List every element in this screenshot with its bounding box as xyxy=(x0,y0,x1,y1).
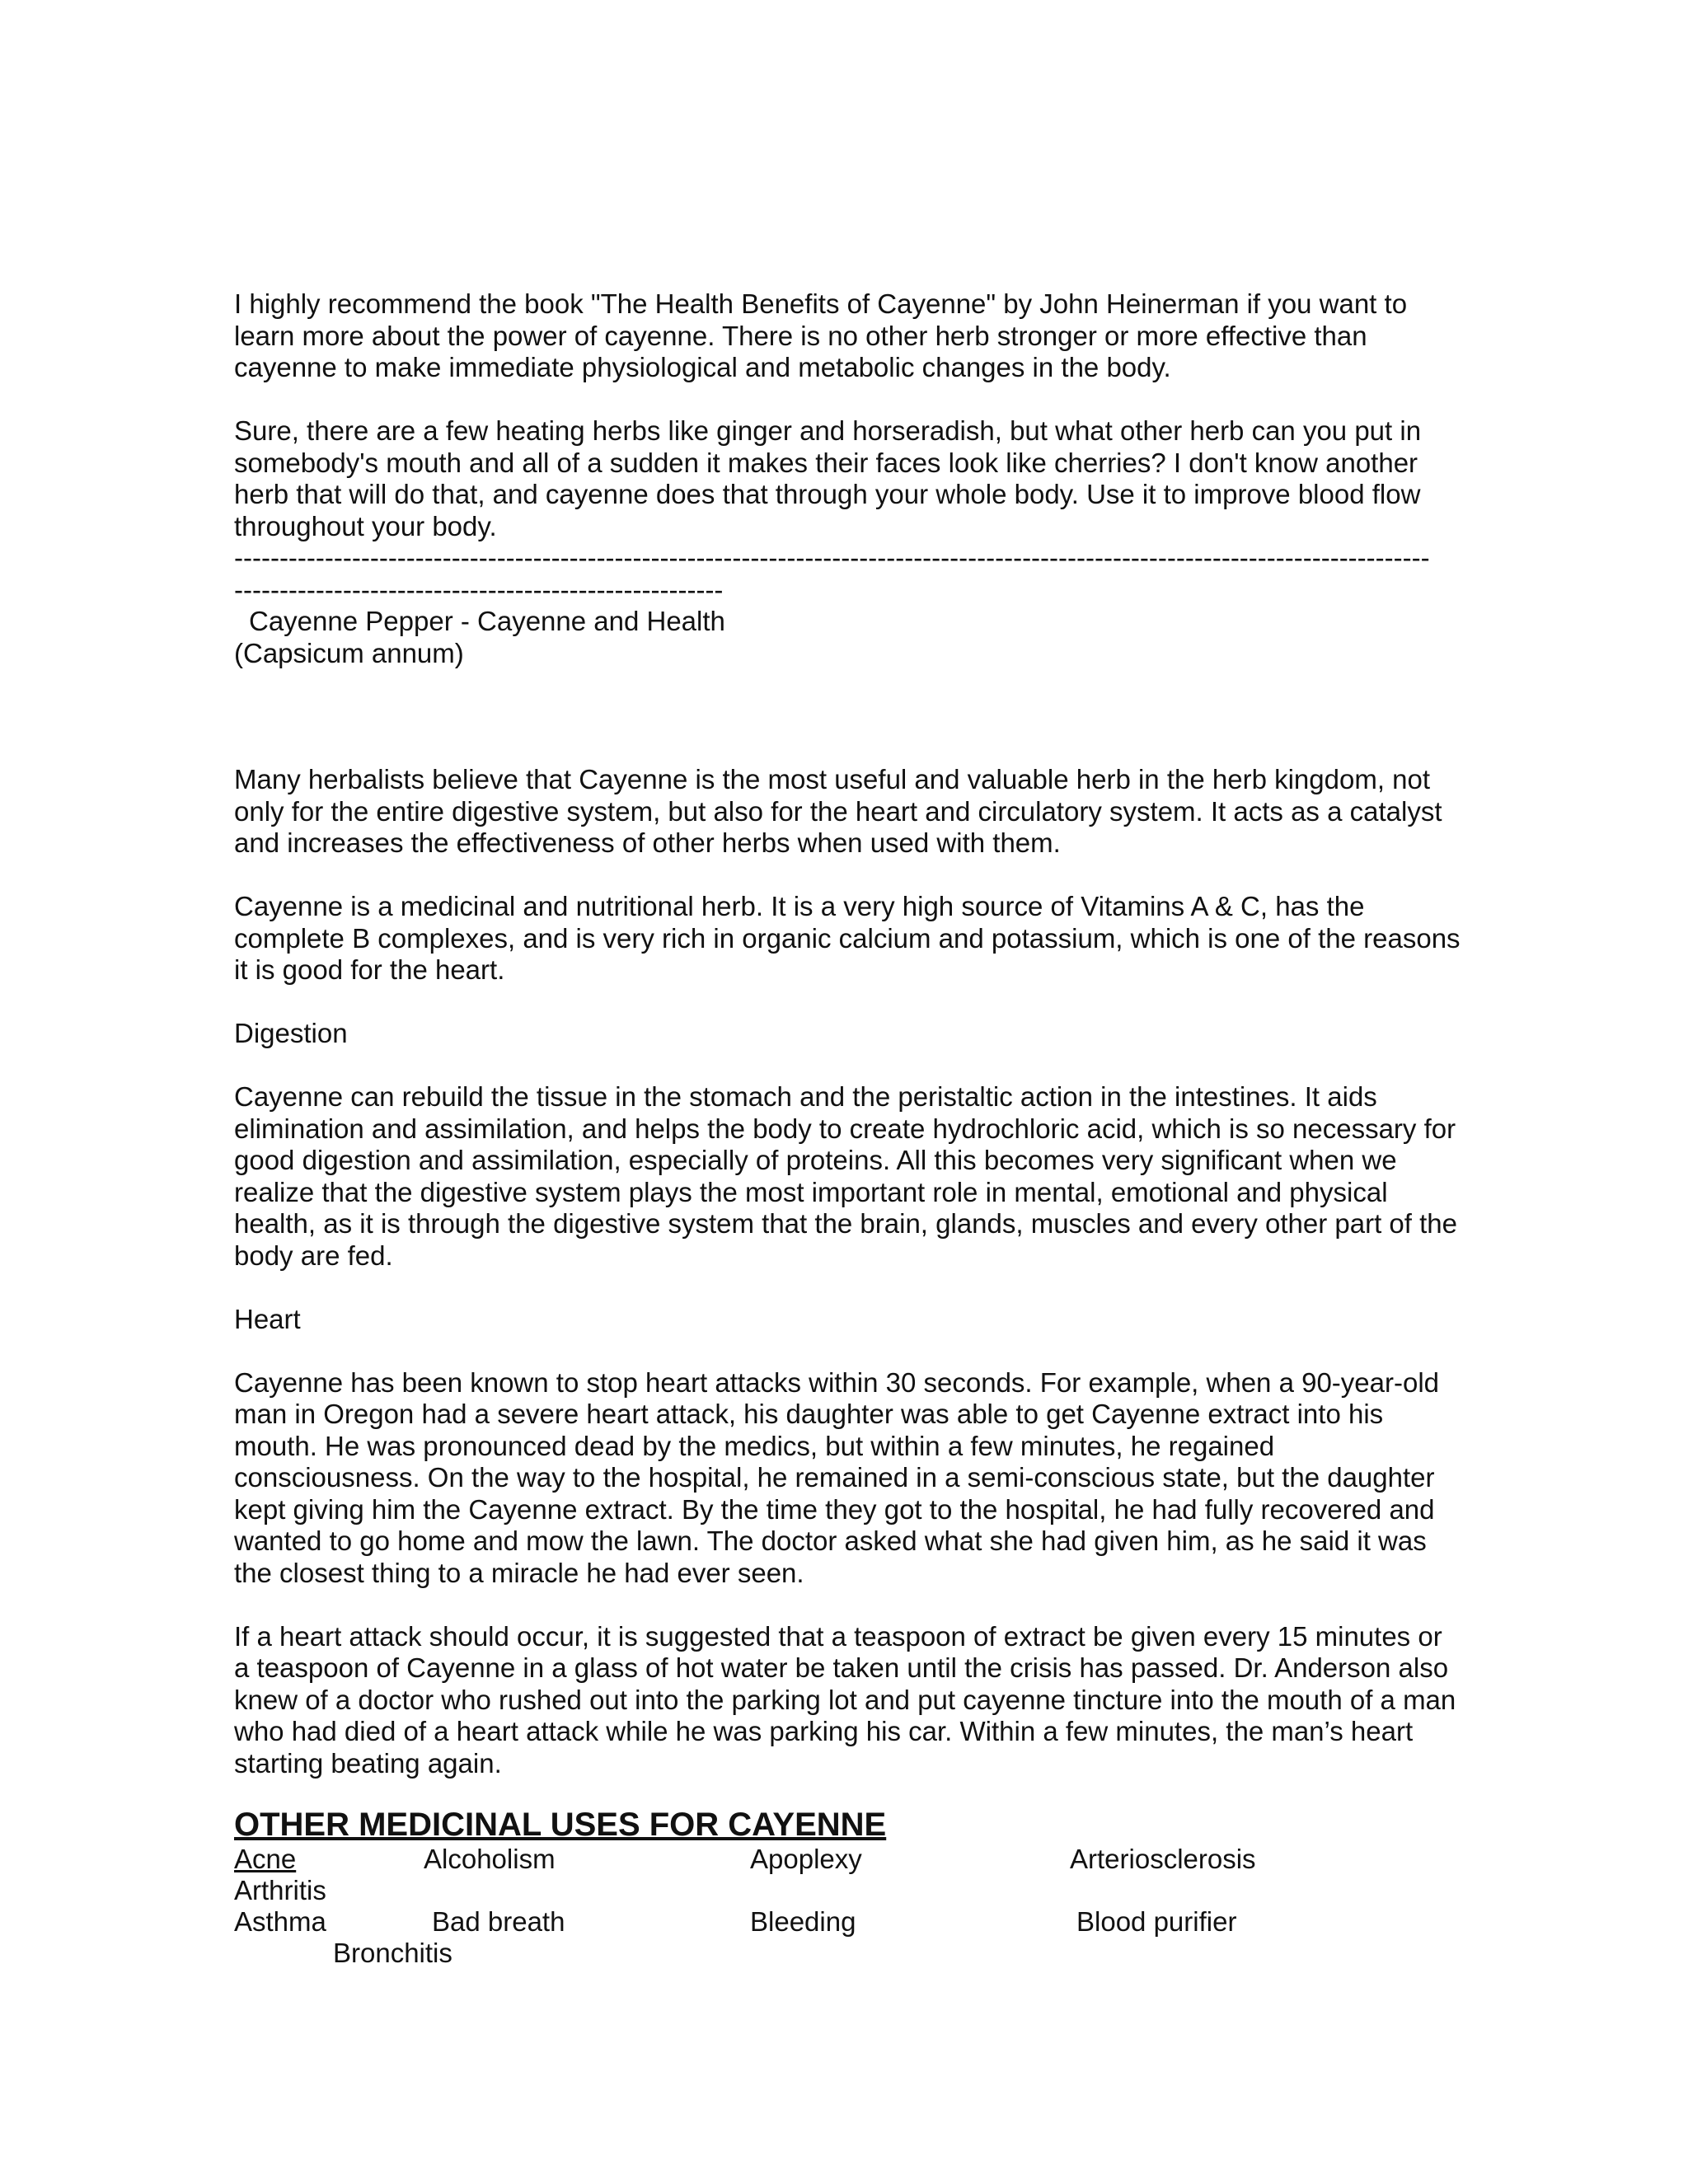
heart-heading: Heart xyxy=(234,1303,301,1334)
intro-paragraph-2: Sure, there are a few heating herbs like ginger and horseradish, but what other herb can you put in somebody's mouth and all of a sudden it makes their faces look like cherries? I don't know another herb that will do that, and cayenne does that through your whole body. Use it to improve blood flow throughout your body. xyxy=(234,415,1422,541)
use-item-arteriosclerosis: Arteriosclerosis xyxy=(1070,1844,1256,1874)
use-item-apoplexy: Apoplexy xyxy=(750,1844,862,1874)
intro-paragraph-1: I highly recommend the book "The Health Benefits of Cayenne" by John Heinerman if you want to learn more about the power of cayenne. There is no other herb stronger or more effective than cayenne to make immediate physiological and metabolic changes in the body. xyxy=(234,288,1408,382)
document-body xyxy=(234,288,1462,1992)
use-item-bad-breath: Bad breath xyxy=(432,1906,565,1937)
separator-long: ------------------------------------------------------------------------------------------------------------------------------------ xyxy=(234,542,1430,573)
digestion-paragraph: Cayenne can rebuild the tissue in the stomach and the peristaltic action in the intestines. It aids elimination and assimilation, and helps the body to create hydrochloric acid, which is so necessary for good digestion and assimilation, especially of proteins. All this becomes very significant when we realize that the digestive system plays the most important role in mental, emotional and physical health, as it is through the digestive system that the brain, glands, muscles and every other part of the body are fed. xyxy=(234,1081,1457,1271)
heart-paragraph-1: Cayenne has been known to stop heart attacks within 30 seconds. For example, when a 90-year-old man in Oregon had a severe heart attack, his daughter was able to get Cayenne extract into his mouth. He was pronounced dead by the medics, but within a few minutes, he regained consciousness. On the way to the hospital, he remained in a semi-conscious state, but the daughter kept giving him the Cayenne extract. By the time they got to the hospital, he had fully recovered and wanted to go home and mow the lawn. The doctor asked what she had given him, as he said it was the closest thing to a miracle he had ever seen. xyxy=(234,1366,1440,1588)
main-paragraph-1: Many herbalists believe that Cayenne is the most useful and valuable herb in the herb kingdom, not only for the entire digestive system, but also for the heart and circulatory system. It acts as a catalyst and increases the effectiveness of other herbs when used with them. xyxy=(234,764,1442,858)
digestion-heading: Digestion xyxy=(234,1018,348,1048)
heart-paragraph-2: If a heart attack should occur, it is suggested that a teaspoon of extract be given every 15 minutes or a teaspoon of Cayenne in a glass of hot water be taken until the crisis has passed. Dr. Anderson also knew of a doctor who rushed out into the parking lot and put cayenne tincture into the mouth of a man who had died of a heart attack while he was parking his car. Within a few minutes, the man’s heart starting beating again. xyxy=(234,1620,1456,1779)
article-subtitle: (Capsicum annum) xyxy=(234,637,464,668)
use-item-asthma: Asthma xyxy=(234,1906,326,1937)
uses-list xyxy=(234,1844,1462,1992)
use-item-bronchitis: Bronchitis xyxy=(333,1938,452,1968)
use-item-acne[interactable]: Acne xyxy=(234,1844,297,1874)
use-item-alcoholism: Alcoholism xyxy=(424,1844,556,1874)
article-title: Cayenne Pepper - Cayenne and Health xyxy=(249,606,725,636)
uses-heading: OTHER MEDICINAL USES FOR CAYENNE xyxy=(234,1807,887,1843)
use-item-bleeding: Bleeding xyxy=(750,1906,856,1937)
use-item-blood-purifier: Blood purifier xyxy=(1076,1906,1237,1937)
main-paragraph-2: Cayenne is a medicinal and nutritional herb. It is a very high source of Vitamins A & C, has the complete B complexes, and is very rich in organic calcium and potassium, which is one of the reasons it is good for the heart. xyxy=(234,891,1461,985)
use-item-arthritis: Arthritis xyxy=(234,1875,326,1905)
separator-short: ------------------------------------------------------ xyxy=(234,574,724,605)
